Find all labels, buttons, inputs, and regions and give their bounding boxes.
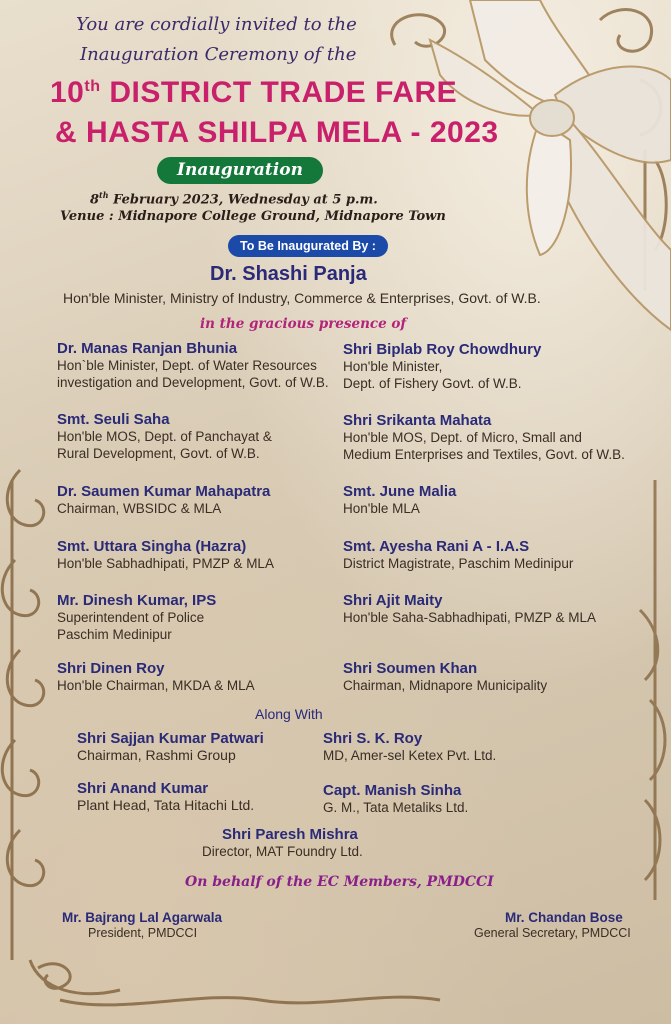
- guest-role: Hon`ble Minister, Dept. of Water Resources: [57, 358, 317, 373]
- invite-line-2: Inauguration Ceremony of the: [80, 44, 357, 65]
- presence-line: in the gracious presence of: [200, 316, 407, 332]
- along-name: Shri Sajjan Kumar Patwari: [77, 730, 264, 747]
- along-name: Capt. Manish Sinha: [323, 782, 462, 799]
- guest-role: Hon'ble Saha-Sabhadhipati, PMZP & MLA: [343, 610, 596, 625]
- invite-line-1: You are cordially invited to the: [76, 14, 357, 35]
- ribbon-bow: [430, 0, 671, 330]
- event-venue: Venue : Midnapore College Ground, Midnapore Town: [60, 209, 446, 224]
- event-title-line-1: [50, 76, 457, 110]
- along-entry: [202, 826, 363, 860]
- guest-entry: [343, 592, 596, 626]
- along-role: G. M., Tata Metaliks Ltd.: [323, 800, 469, 815]
- guest-name: Smt. Ayesha Rani A - I.A.S: [343, 538, 530, 555]
- guest-entry: [57, 660, 255, 694]
- chief-guest-name: Dr. Shashi Panja: [210, 263, 367, 285]
- guest-role: Rural Development, Govt. of W.B.: [57, 446, 260, 461]
- guest-name: Dr. Manas Ranjan Bhunia: [57, 340, 238, 357]
- guest-entry: [343, 660, 547, 694]
- inaugurated-by-pill: To Be Inaugurated By :: [228, 235, 388, 257]
- along-entry: [77, 730, 264, 764]
- guest-entry: [57, 411, 272, 462]
- along-role: Plant Head, Tata Hitachi Ltd.: [77, 797, 255, 813]
- guest-entry: [343, 483, 456, 517]
- event-title-rest: DISTRICT TRADE FARE: [100, 76, 458, 109]
- guest-entry: [57, 592, 216, 643]
- guest-entry: [343, 341, 541, 392]
- guest-name: Smt. June Malia: [343, 483, 457, 500]
- guest-name: Shri Ajit Maity: [343, 592, 443, 609]
- signatory-role: General Secretary, PMDCCI: [474, 926, 631, 940]
- event-title-line-2: & HASTA SHILPA MELA - 2023: [55, 116, 499, 149]
- guest-role: Chairman, WBSIDC & MLA: [57, 501, 222, 516]
- guest-name: Mr. Dinesh Kumar, IPS: [57, 592, 217, 609]
- guest-role: Chairman, Midnapore Municipality: [343, 678, 548, 693]
- guest-role: District Magistrate, Paschim Medinipur: [343, 556, 574, 571]
- guest-role: Hon'ble MOS, Dept. of Micro, Small and: [343, 430, 582, 445]
- date-rest: February 2023, Wednesday at 5 p.m.: [108, 192, 378, 208]
- along-entry: [323, 782, 468, 816]
- guest-entry: [343, 412, 625, 463]
- event-date: [90, 190, 378, 207]
- guest-name: Smt. Seuli Saha: [57, 411, 170, 428]
- guest-role: Hon'ble Chairman, MKDA & MLA: [57, 678, 255, 693]
- signatory-role: President, PMDCCI: [88, 926, 198, 940]
- along-role: Director, MAT Foundry Ltd.: [202, 844, 363, 859]
- date-day: 8: [90, 192, 100, 208]
- guest-role: Paschim Medinipur: [57, 627, 172, 642]
- guest-role: Medium Enterprises and Textiles, Govt. of W.B.: [343, 447, 625, 462]
- guest-entry: [57, 483, 270, 517]
- guest-role: Dept. of Fishery Govt. of W.B.: [343, 376, 522, 391]
- along-name: Shri Anand Kumar: [77, 780, 209, 797]
- signatory-name: Mr. Chandan Bose: [504, 910, 623, 925]
- guest-role: Superintendent of Police: [57, 610, 205, 625]
- along-role: MD, Amer-sel Ketex Pvt. Ltd.: [323, 748, 497, 763]
- guest-name: Shri Soumen Khan: [343, 660, 478, 677]
- guest-entry: [57, 340, 329, 391]
- along-name: Shri Paresh Mishra: [222, 826, 358, 843]
- along-entry: [77, 780, 254, 814]
- inauguration-badge: Inauguration: [157, 157, 323, 184]
- signatory-right: [474, 910, 631, 942]
- guest-name: Smt. Uttara Singha (Hazra): [57, 538, 247, 555]
- date-suffix: th: [99, 190, 109, 200]
- along-with-heading: Along With: [255, 706, 323, 722]
- guest-role: Hon'ble MOS, Dept. of Panchayat &: [57, 429, 272, 444]
- guest-role: Hon'ble Minister,: [343, 359, 443, 374]
- edition-number: 10: [50, 76, 85, 109]
- signatory-left: [62, 910, 222, 942]
- guest-entry: [343, 538, 573, 572]
- guest-name: Shri Biplab Roy Chowdhury: [343, 341, 542, 358]
- guest-entry: [57, 538, 274, 572]
- along-name: Shri S. K. Roy: [323, 730, 423, 747]
- along-entry: [323, 730, 496, 764]
- behalf-line: On behalf of the EC Members, PMDCCI: [185, 874, 494, 890]
- edition-suffix: th: [84, 78, 101, 95]
- guest-role: Hon'ble MLA: [343, 501, 420, 516]
- guest-name: Shri Srikanta Mahata: [343, 412, 492, 429]
- signatory-name: Mr. Bajrang Lal Agarwala: [62, 910, 223, 925]
- guest-role: Hon'ble Sabhadhipati, PMZP & MLA: [57, 556, 274, 571]
- guest-name: Dr. Saumen Kumar Mahapatra: [57, 483, 271, 500]
- guest-name: Shri Dinen Roy: [57, 660, 165, 677]
- along-role: Chairman, Rashmi Group: [77, 747, 236, 763]
- guest-role: investigation and Development, Govt. of W.B.: [57, 375, 329, 390]
- chief-guest-role: Hon'ble Minister, Ministry of Industry, Commerce & Enterprises, Govt. of W.B.: [63, 290, 541, 306]
